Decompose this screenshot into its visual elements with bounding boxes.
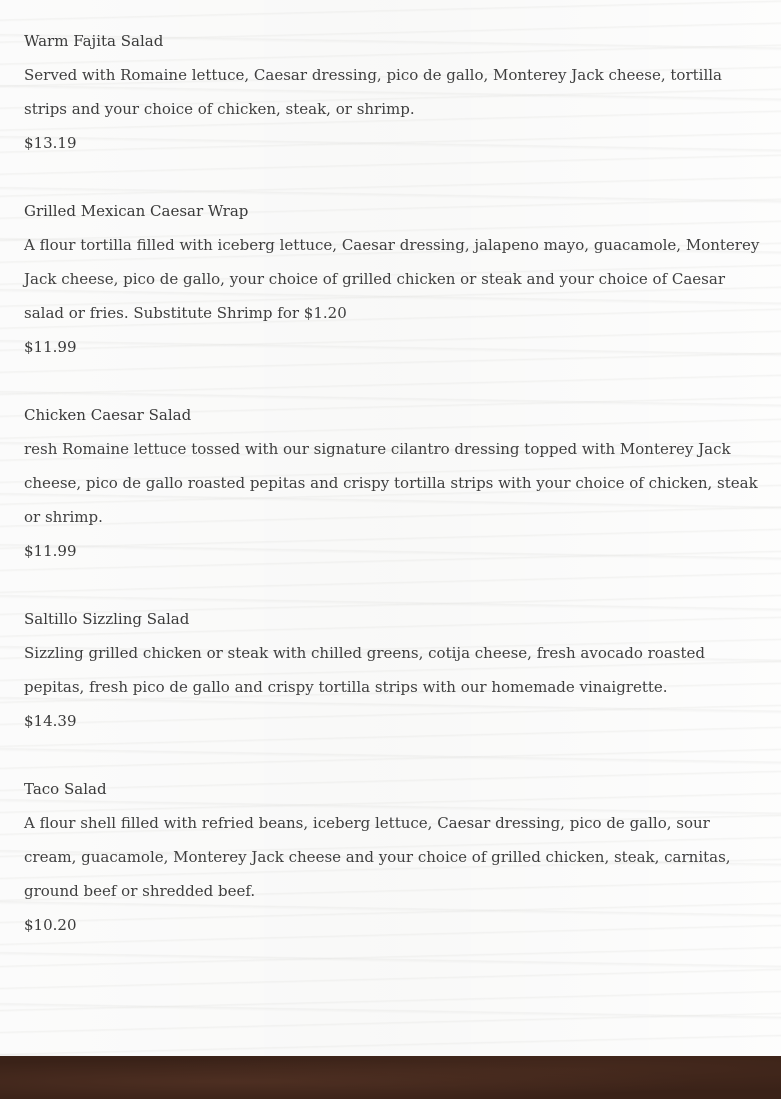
menu-item-name: Saltillo Sizzling Salad [24, 610, 190, 628]
menu-item [24, 24, 764, 160]
menu-item-description: A flour tortilla filled with iceberg lettuce, Caesar dressing, jalapeno mayo, guacamole, Monterey Jack cheese, pico de gallo, your choice of grilled chicken or steak and your choice of Caesar salad or fries. Substitute Shrimp for $1.20 [24, 236, 760, 322]
menu-item-price: $11.99 [24, 338, 77, 356]
menu-item-name: Chicken Caesar Salad [24, 406, 192, 424]
menu-item-name: Grilled Mexican Caesar Wrap [24, 202, 249, 220]
menu-item-price: $11.99 [24, 542, 77, 560]
menu-item [24, 602, 764, 738]
menu-item [24, 398, 764, 568]
footer-band [0, 1056, 781, 1099]
menu-item-name: Warm Fajita Salad [24, 32, 164, 50]
menu-item-description: Sizzling grilled chicken or steak with chilled greens, cotija cheese, fresh avocado roasted pepitas, fresh pico de gallo and crispy tortilla strips with our homemade vinaigrette. [24, 644, 705, 696]
menu-item [24, 772, 764, 942]
menu-item-price: $13.19 [24, 134, 77, 152]
menu-item-description: resh Romaine lettuce tossed with our signature cilantro dressing topped with Monterey Jack cheese, pico de gallo roasted pepitas and crispy tortilla strips with your choice of chicken, steak or shrimp. [24, 440, 758, 526]
menu-item-price: $14.39 [24, 712, 77, 730]
menu-item-description: A flour shell filled with refried beans, iceberg lettuce, Caesar dressing, pico de gallo, sour cream, guacamole, Monterey Jack cheese and your choice of grilled chicken, steak, carnitas, ground beef or shredded beef. [24, 814, 731, 900]
menu-item-description: Served with Romaine lettuce, Caesar dressing, pico de gallo, Monterey Jack cheese, tortilla strips and your choice of chicken, steak, or shrimp. [24, 66, 722, 118]
menu-item [24, 194, 764, 364]
menu-list [24, 24, 764, 976]
menu-item-name: Taco Salad [24, 780, 107, 798]
menu-item-price: $10.20 [24, 916, 77, 934]
